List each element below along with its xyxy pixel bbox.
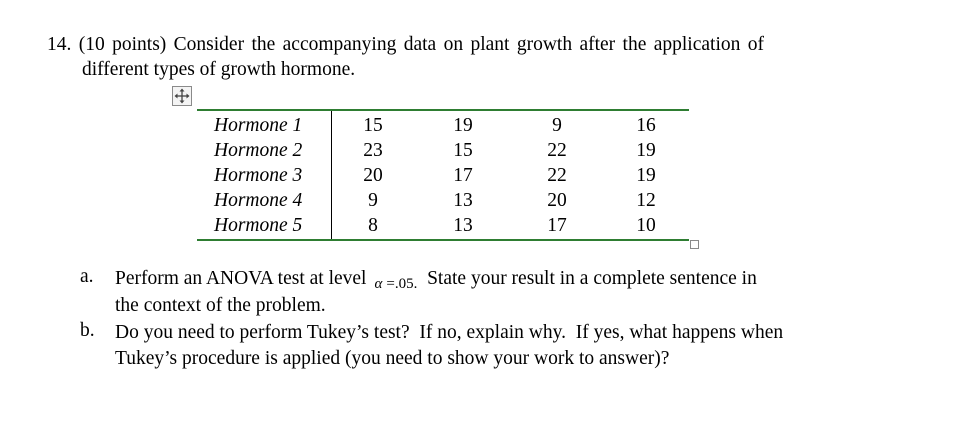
- part-a-text-pre: Perform an ANOVA test at level: [115, 268, 367, 289]
- move-arrows-icon[interactable]: [172, 86, 192, 106]
- row-label: Hormone 5: [214, 215, 303, 236]
- part-a-text-post: State your result in a complete sentence in: [427, 268, 757, 289]
- table-bottom-rule: [197, 239, 689, 241]
- alpha-symbol: α: [374, 276, 383, 292]
- row-label: Hormone 3: [214, 165, 303, 186]
- list-marker: b.: [80, 320, 95, 341]
- part-a-text-line2: the context of the problem.: [115, 295, 326, 316]
- table-cell: 10: [636, 215, 656, 236]
- table-row: [197, 213, 689, 238]
- table-cell: 15: [453, 140, 473, 161]
- row-label: Hormone 4: [214, 190, 303, 211]
- table-row: [197, 163, 689, 188]
- table-cell: 12: [636, 190, 656, 211]
- table-top-rule: [197, 109, 689, 111]
- question-line-2: different types of growth hormone.: [82, 59, 356, 80]
- table-row: [197, 138, 689, 163]
- resize-handle-icon[interactable]: [690, 240, 699, 249]
- table-cell: 9: [552, 115, 562, 136]
- table-cell: 22: [547, 140, 567, 161]
- table-cell: 13: [453, 190, 473, 211]
- part-b-text-line1: Do you need to perform Tukey’s test? If no, explain why. If yes, what happens when: [115, 322, 784, 343]
- alpha-value: =.05.: [386, 276, 418, 292]
- question-line-1: 14. (10 points) Consider the accompanying data on plant growth after the application of: [47, 34, 764, 55]
- table-cell: 15: [363, 115, 383, 136]
- row-label: Hormone 2: [214, 140, 303, 161]
- row-label: Hormone 1: [214, 115, 303, 136]
- table-cell: 22: [547, 165, 567, 186]
- table-cell: 13: [453, 215, 473, 236]
- table-cell: 8: [368, 215, 378, 236]
- table-cell: 19: [636, 140, 656, 161]
- table-cell: 20: [547, 190, 567, 211]
- table-cell: 17: [547, 215, 567, 236]
- part-b-text-line2: Tukey’s procedure is applied (you need to show your work to answer)?: [115, 348, 670, 369]
- table-cell: 16: [636, 115, 656, 136]
- table-row: [197, 113, 689, 138]
- table-cell: 19: [636, 165, 656, 186]
- table-cell: 19: [453, 115, 473, 136]
- table-cell: 23: [363, 140, 383, 161]
- table-cell: 20: [363, 165, 383, 186]
- table-row: [197, 188, 689, 213]
- table-cell: 17: [453, 165, 473, 186]
- table-cell: 9: [368, 190, 378, 211]
- list-marker: a.: [80, 266, 94, 287]
